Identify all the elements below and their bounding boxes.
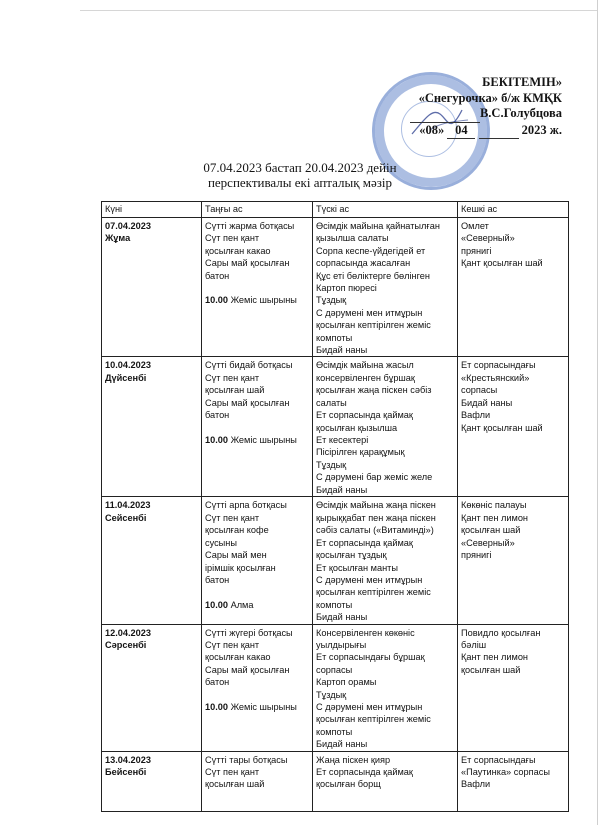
row-weekday: Дүйсенбі bbox=[105, 372, 147, 383]
day-cell bbox=[102, 497, 202, 624]
breakfast-item: қосылған шай bbox=[205, 779, 265, 790]
lunch-item: Бидай наны bbox=[316, 484, 368, 495]
breakfast-item: батон bbox=[205, 270, 230, 281]
snack-time: 10.00 bbox=[205, 434, 228, 445]
dinner-item: Вафли bbox=[461, 779, 491, 790]
dinner-cell bbox=[458, 751, 569, 811]
snack-item: Жеміс шырыны bbox=[230, 434, 297, 445]
header-dinner: Кешкі ас bbox=[458, 202, 569, 218]
breakfast-item: Сүт пен қант bbox=[205, 512, 260, 523]
lunch-item: Ет қосылған манты bbox=[316, 562, 398, 573]
lunch-item: Тұздық bbox=[316, 689, 347, 700]
dinner-item: прянигі bbox=[461, 550, 492, 561]
row-date: 11.04.2023 bbox=[105, 500, 151, 511]
lunch-item: Ет кесектері bbox=[316, 434, 369, 445]
breakfast-item: сусыны bbox=[205, 537, 237, 548]
day-cell bbox=[102, 751, 202, 811]
snack-time: 10.00 bbox=[205, 599, 228, 610]
dinner-item: қосылған шай bbox=[461, 664, 521, 675]
snack-item: Жеміс шырыны bbox=[230, 295, 297, 306]
lunch-item: қосылған кептірілген жеміс bbox=[316, 587, 431, 598]
lunch-item: компоты bbox=[316, 332, 353, 343]
approval-signer bbox=[410, 106, 562, 123]
lunch-item: Құс еті бөліктерге бөлінген bbox=[316, 270, 430, 281]
snack-time: 10.00 bbox=[205, 295, 228, 306]
day-cell bbox=[102, 357, 202, 497]
dinner-item: сорпасы bbox=[461, 385, 498, 396]
row-weekday: Бейсенбі bbox=[105, 767, 147, 777]
lunch-item: Сорпа кеспе-үйдегідей ет bbox=[316, 245, 426, 256]
title-line-1: 07.04.2023 бастап 20.04.2023 дейін bbox=[203, 160, 397, 175]
lunch-cell bbox=[313, 624, 458, 751]
row-weekday: Сәрсенбі bbox=[105, 639, 147, 650]
breakfast-item: Сүтті жарма ботқасы bbox=[205, 221, 295, 231]
lunch-cell bbox=[313, 751, 458, 811]
lunch-item: Тұздық bbox=[316, 459, 347, 470]
breakfast-item: батон bbox=[205, 410, 230, 421]
lunch-item: консервіленген бұршақ bbox=[316, 372, 415, 383]
dinner-item: «Северный» bbox=[461, 537, 515, 548]
row-date: 12.04.2023 bbox=[105, 627, 151, 638]
lunch-item: қосылған кептірілген жеміс bbox=[316, 320, 431, 331]
dinner-item: «Северный» bbox=[461, 233, 515, 244]
lunch-item: Өсімдік майына жасыл bbox=[316, 360, 414, 371]
lunch-item: сорпасы bbox=[316, 664, 353, 675]
breakfast-item: Сары май қосылған bbox=[205, 664, 290, 675]
lunch-item: Консервіленген көкөніс bbox=[316, 627, 415, 638]
breakfast-item: Сары май қосылған bbox=[205, 397, 290, 408]
lunch-item: компоты bbox=[316, 599, 353, 610]
lunch-item: қырыққабат пен жаңа піскен bbox=[316, 512, 436, 523]
dinner-item: «Крестьянский» bbox=[461, 372, 530, 383]
approval-org: «Снегурочка» б/ж КМҚК bbox=[418, 90, 562, 105]
header-day: Күні bbox=[102, 202, 202, 218]
lunch-item: С дәрумені бар жеміс желе bbox=[316, 472, 433, 483]
lunch-item: Ет сорпасындағы бұршақ bbox=[316, 652, 425, 663]
top-edge-line bbox=[80, 10, 597, 11]
dinner-cell bbox=[458, 624, 569, 751]
dinner-cell bbox=[458, 218, 569, 357]
approval-date-blank bbox=[479, 123, 519, 140]
dinner-item: прянигі bbox=[461, 245, 492, 256]
dinner-item: қосылған шай bbox=[461, 525, 521, 536]
lunch-item: Өсімдік майына жаңа піскен bbox=[316, 500, 436, 511]
lunch-item: Тұздық bbox=[316, 295, 347, 306]
lunch-item: қосылған жаңа піскен сәбіз bbox=[316, 385, 432, 396]
snack-item: Жеміс шырыны bbox=[230, 701, 297, 712]
breakfast-cell bbox=[202, 497, 313, 624]
dinner-item: Қант қосылған шай bbox=[461, 258, 543, 269]
dinner-cell bbox=[458, 357, 569, 497]
lunch-item: қосылған борщ bbox=[316, 779, 381, 790]
lunch-cell bbox=[313, 497, 458, 624]
header-breakfast: Таңғы ас bbox=[202, 202, 313, 218]
row-date: 10.04.2023 bbox=[105, 360, 151, 371]
lunch-item: С дәрумені мен итмұрын bbox=[316, 307, 423, 318]
dinner-item: Омлет bbox=[461, 221, 489, 231]
breakfast-item: Сүтті тары ботқасы bbox=[205, 754, 288, 765]
approval-date bbox=[410, 123, 562, 140]
lunch-item: С дәрумені мен итмұрын bbox=[316, 574, 423, 585]
spacer bbox=[205, 422, 309, 434]
approval-date-day: «08» bbox=[419, 122, 445, 137]
breakfast-cell bbox=[202, 751, 313, 811]
lunch-item: Картоп орамы bbox=[316, 677, 377, 688]
breakfast-cell bbox=[202, 624, 313, 751]
lunch-item: Ет сорпасында қаймақ bbox=[316, 767, 413, 777]
table-row bbox=[102, 624, 569, 751]
approval-signer-name: В.С.Голубцова bbox=[479, 106, 562, 120]
snack-line bbox=[205, 434, 309, 446]
dinner-item: Қант пен лимон bbox=[461, 512, 528, 523]
breakfast-item: Сүтті арпа ботқасы bbox=[205, 500, 287, 511]
lunch-item: уылдырығы bbox=[316, 639, 367, 650]
snack-time: 10.00 bbox=[205, 701, 228, 712]
row-weekday: Жұма bbox=[105, 233, 131, 244]
snack-item: Алма bbox=[230, 599, 254, 610]
breakfast-item: Сүт пен қант bbox=[205, 233, 260, 244]
breakfast-item: Сүт пен қант bbox=[205, 767, 260, 777]
table-row bbox=[102, 751, 569, 811]
dinner-item: Қант пен лимон bbox=[461, 652, 528, 663]
lunch-item: Картоп пюресі bbox=[316, 283, 377, 294]
lunch-item: компоты bbox=[316, 726, 353, 737]
menu-table-body bbox=[102, 218, 569, 812]
page-edge-line bbox=[597, 0, 598, 825]
breakfast-item: қосылған кофе bbox=[205, 525, 269, 536]
spacer bbox=[205, 689, 309, 701]
approval-block bbox=[410, 75, 562, 139]
breakfast-item: Сүтті жүгері ботқасы bbox=[205, 627, 293, 638]
day-cell bbox=[102, 218, 202, 357]
dinner-item: бәліш bbox=[461, 639, 487, 650]
lunch-item: С дәрумені мен итмұрын bbox=[316, 701, 423, 712]
dinner-item: Көкөніс палауы bbox=[461, 500, 527, 511]
dinner-item: Ет сорпасындағы bbox=[461, 360, 536, 371]
breakfast-cell bbox=[202, 357, 313, 497]
breakfast-item: қосылған какао bbox=[205, 652, 271, 663]
table-row bbox=[102, 357, 569, 497]
breakfast-item: Сүтті бидай ботқасы bbox=[205, 360, 293, 371]
day-cell bbox=[102, 624, 202, 751]
lunch-item: Бидай наны bbox=[316, 739, 368, 750]
lunch-item: сәбіз салаты («Витаминді») bbox=[316, 525, 434, 536]
lunch-item: Ет сорпасында қаймақ bbox=[316, 410, 413, 421]
lunch-item: қызылша салаты bbox=[316, 233, 389, 244]
lunch-item: қосылған кептірілген жеміс bbox=[316, 714, 431, 725]
document-title bbox=[0, 160, 600, 190]
row-date: 07.04.2023 bbox=[105, 221, 151, 231]
lunch-item: салаты bbox=[316, 397, 347, 408]
breakfast-item: Сүт пен қант bbox=[205, 372, 260, 383]
lunch-item: Бидай наны bbox=[316, 345, 368, 356]
approval-date-month: 04 bbox=[447, 123, 475, 140]
lunch-item: қосылған қызылша bbox=[316, 422, 398, 433]
dinner-item: Повидло қосылған bbox=[461, 627, 541, 638]
lunch-item: Бидай наны bbox=[316, 612, 368, 623]
table-row bbox=[102, 218, 569, 357]
table-header-row bbox=[102, 202, 569, 218]
row-weekday: Сейсенбі bbox=[105, 512, 147, 523]
dinner-cell bbox=[458, 497, 569, 624]
lunch-item: Пісірілген қарақұмық bbox=[316, 447, 405, 458]
breakfast-item: қосылған какао bbox=[205, 245, 271, 256]
lunch-item: сорпасында жасалған bbox=[316, 258, 411, 269]
approval-date-year: 2023 ж. bbox=[521, 122, 562, 137]
spacer bbox=[205, 586, 309, 598]
snack-line bbox=[205, 599, 309, 611]
lunch-item: Ет сорпасында қаймақ bbox=[316, 537, 413, 548]
dinner-item: Ет сорпасындағы bbox=[461, 754, 536, 765]
dinner-item: Қант қосылған шай bbox=[461, 422, 543, 433]
lunch-cell bbox=[313, 357, 458, 497]
lunch-item: Өсімдік майына қайнатылған bbox=[316, 221, 440, 231]
lunch-item: қосылған тұздық bbox=[316, 550, 387, 561]
approval-title: БЕКІТЕМІН» bbox=[482, 75, 562, 89]
row-date: 13.04.2023 bbox=[105, 754, 151, 765]
breakfast-cell bbox=[202, 218, 313, 357]
snack-line bbox=[205, 701, 309, 713]
title-line-2: перспективалы екі апталық мәзір bbox=[207, 175, 393, 190]
breakfast-item: батон bbox=[205, 574, 230, 585]
dinner-item: Бидай наны bbox=[461, 397, 513, 408]
breakfast-item: батон bbox=[205, 677, 230, 688]
breakfast-item: қосылған шай bbox=[205, 385, 265, 396]
header-lunch: Түскі ас bbox=[313, 202, 458, 218]
menu-table bbox=[101, 201, 569, 812]
breakfast-item: Сүт пен қант bbox=[205, 639, 260, 650]
spacer bbox=[205, 282, 309, 294]
table-row bbox=[102, 497, 569, 624]
lunch-cell bbox=[313, 218, 458, 357]
breakfast-item: ірімшік қосылған bbox=[205, 562, 276, 573]
breakfast-item: Сары май қосылған bbox=[205, 258, 290, 269]
dinner-item: «Паутинка» сорпасы bbox=[461, 767, 550, 777]
lunch-item: Жаңа піскен қияр bbox=[316, 754, 391, 765]
snack-line bbox=[205, 294, 309, 306]
dinner-item: Вафли bbox=[461, 410, 491, 421]
breakfast-item: Сары май мен bbox=[205, 550, 267, 561]
